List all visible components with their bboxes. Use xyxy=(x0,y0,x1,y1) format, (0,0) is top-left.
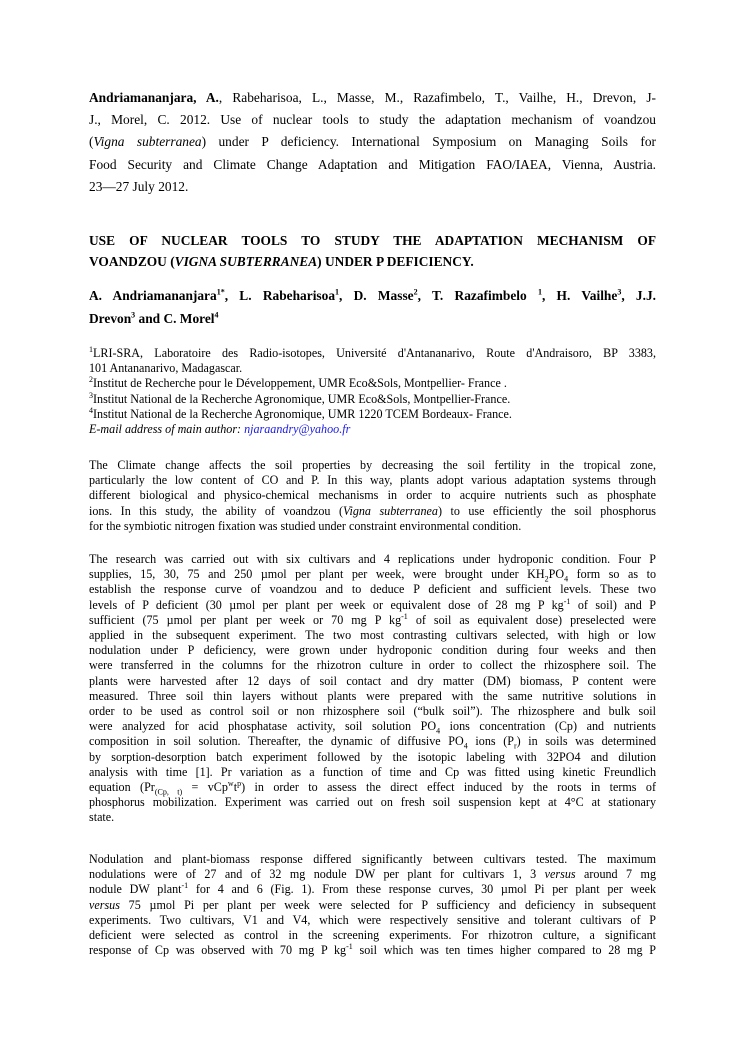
affiliation-line: $^2$Institut de Recherche pour le Développement, UMR Eco&Sols, Montpellier- France . xyxy=(89,375,507,391)
abstract-paragraph-3: Nodulation and plant-biomass response differed significantly between cultivars tested. The maximum nodulations were of 27 and of 32 mg nodule DW per plant for cultivars 1, 3 versus around 7 mg nodule DW plant$^{-1}$ for 4 and 6 (Fig. 1). From these response curves, 30 µmol Pi per plant per week versus 75 µmol Pi per plant per week were selected for P sufficiency and deficiency in subsequent experiments. Two cultivars, V1 and V4, which were respectively sensitive and tolerant cultivars of P deficient were selected as control in the screening experiments. For rhizotron culture, a significant response of Cp was observed with 70 mg P $kg^{-1}$ soil which was ten times higher compared to 28 mg P xyxy=(89,852,657,958)
affiliation-line: $^4$Institut National de la Recherche Agronomique, UMR 1220 TCEM Bordeaux- France. xyxy=(89,405,512,421)
affiliation-line: $^3$Institut National de la Recherche Agronomique, UMR Eco&Sols, Montpellier-France. xyxy=(89,390,511,406)
abstract-paragraph-2: The research was carried out with six cultivars and 4 replications under hydroponic condition. Four P supplies, 15, 30, 75 and 250 µmol per plant per week, were brought under $KH_2PO_4$ form so as to establish the response curve of voandzou and to deduce P deficient and sufficient levels. These two levels of P deficient (30 µmol per plant per week or equivalent dose of 28 mg P $kg^{-1}$ of soil) and P sufficient (75 µmol per plant per week or 70 mg P $kg^{-1}$ of soil as equivalent dose) preselected were applied in the subsequent experiment. The two most contrasting cultivars selected, with high or low nodulation under P deficiency, were grown under hydroponic condition during four weeks and then were transferred in the columns for the rhizotron culture in order to collect the rhizosphere soil. The plants were harvested after 12 days of soil contact and dry matter (DM) biomass, P content were measured. Three soil thin layers without plants were prepared with the same nutritive solutions in order to be used as control soil or non rhizosphere soil (“bulk soil”). The rhizosphere and bulk soil were analyzed for acid phosphatase activity, soil solution $PO_4$ ions concentration (Cp) and nutrients composition in soil solution. Thereafter, the dynamic of diffusive $PO_4$ ions $(P_r)$ in soils was determined by sorption-desorption batch experiment followed by the isotopic labeling with 32PO4 and dilution analysis with time [1]. Pr variation as a function of time and Cp was fitted using kinetic Freundlich equation $(Pr_{(Cp, t)} = vCp^wt^p)$ in order to assess the direct effect induced by the roots in terms of phosphorus mobilization. Experiment was carried out on fresh soil suspension kept at 4°C at stationary state. xyxy=(89,552,657,825)
email-link[interactable]: njaraandry@yahoo.fr xyxy=(244,422,351,437)
citation-line: (Vigna subterranea) under P deficiency. International Symposium on Managing Soils for xyxy=(89,134,657,150)
paper-title: USE OF NUCLEAR TOOLS TO STUDY THE ADAPTATION MECHANISM OF VOANDZOU (VIGNA SUBTERRANEA) UNDER P DEFICIENCY. xyxy=(89,233,656,269)
email-line: E-mail address of main author: njaraandry@yahoo.fr xyxy=(89,422,351,437)
citation-lead-author: Andriamananjara, A. xyxy=(89,90,219,105)
affiliations xyxy=(89,346,656,437)
affiliation-line: $^1$LRI-SRA, Laboratoire des Radio-isotopes, Université d'Antananarivo, Route d'Andraisoro, BP 3383, xyxy=(89,344,656,360)
abstract-paragraph-1: The Climate change affects the soil properties by decreasing the soil fertility in the tropical zone, particularly the low content of CO and P. In this way, plants adopt various adaptation systems through different biological and physico-chemical mechanisms in order to acquire nutrients such as phosphate ions. In this study, the ability of voandzou (Vigna subterranea) to use efficiently the soil phosphorus for the symbiotic nitrogen fixation was studied under constraint environmental condition. xyxy=(89,458,656,533)
author-list: A. Andriamananjara$^{1*}$, L. Rabeharisoa$^1$, D. Masse$^2$, T. Razafimbelo $^1$, H. Vailhe$^3$, J.J. Drevon$^3$ and C. Morel$^4$ xyxy=(89,287,657,326)
citation-line: Andriamananjara, A., Rabeharisoa, L., Masse, M., Razafimbelo, T., Vailhe, H., Drevon, J- xyxy=(89,90,656,105)
citation-line: J., Morel, C. 2012. Use of nuclear tools to study the adaptation mechanism of voandzou xyxy=(89,112,656,128)
citation-line: Food Security and Climate Change Adaptation and Mitigation FAO/IAEA, Vienna, Austria. xyxy=(89,156,656,172)
citation-line: 23—27 July 2012. xyxy=(89,178,189,194)
citation-block xyxy=(89,87,656,198)
affiliation-line: 101 Antananarivo, Madagascar. xyxy=(89,361,243,376)
